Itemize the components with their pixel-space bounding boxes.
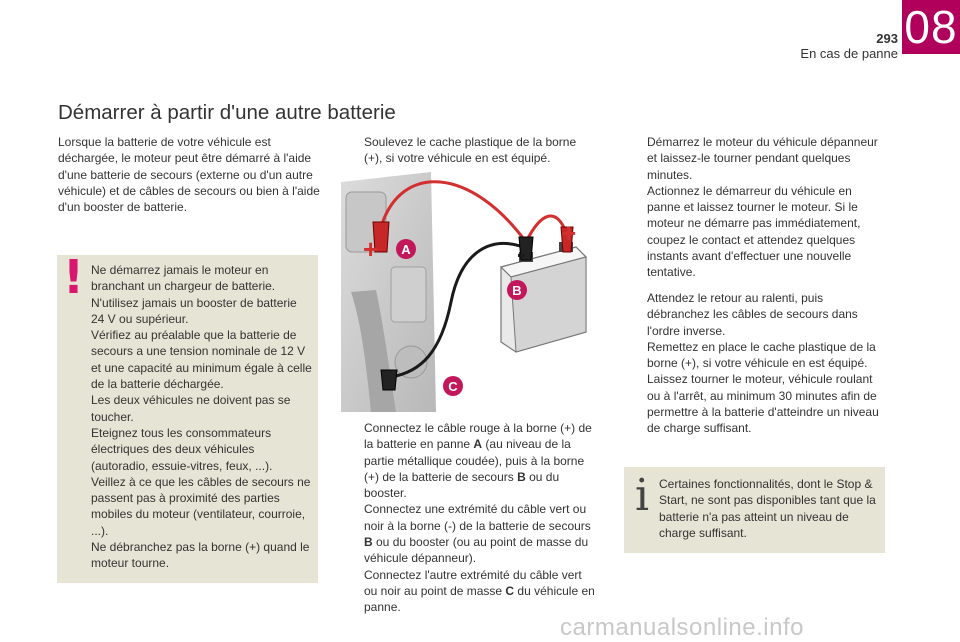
steps-col2-bottom xyxy=(341,420,596,616)
warning-line: Ne débranchez pas la borne (+) quand le moteur tourne. xyxy=(91,540,310,571)
clamp-c xyxy=(381,370,397,390)
marker-b xyxy=(507,280,527,300)
chapter-tab: 08 xyxy=(902,0,960,54)
steps-col2-top xyxy=(341,134,596,167)
engine-part xyxy=(391,267,426,322)
list-item xyxy=(341,134,596,167)
list-item xyxy=(624,290,879,339)
warning-icon: ! xyxy=(63,250,84,304)
svg-text:A: A xyxy=(401,242,411,257)
minus-sign: - xyxy=(517,238,526,268)
warning-line: Eteignez tous les consommateurs électriques des deux véhicules (autoradio, essuie-vitres, feux, ...). xyxy=(91,425,273,473)
plus-sign: + xyxy=(363,234,379,264)
marker-a xyxy=(396,239,416,259)
step-text: Attendez le retour au ralenti, puis débranchez les câbles de secours dans l'ordre inverse. xyxy=(647,291,858,338)
list-item: Connectez le câble rouge à la borne (+) de la batterie en panne A (au niveau de la partie métallique coudée), puis à la borne (+) de la batterie de secours B ou du booster. xyxy=(364,421,592,501)
intro-paragraph: Lorsque la batterie de votre véhicule est déchargée, le moteur peut être démarré à l'aide d'une batterie de secours (externe ou d'un autre véhicule) et de câbles de secours ou bien à l'aide d'un booster de batterie. xyxy=(58,135,320,215)
section-title: En cas de panne xyxy=(800,46,898,61)
step-text: Actionnez le démarreur du véhicule en panne et laissez tourner le moteur. Si le moteur ne démarre pas immédiatement, coupez le contact et attendez quelques instants avant d'effectuer une nouvelle tentative. xyxy=(647,183,861,280)
plus-sign: + xyxy=(561,218,577,248)
page-number: 293 xyxy=(876,31,898,46)
warning-line: Vérifiez au préalable que la batterie de secours a une tension nominale de 12 V et une capacité au minimum égale à celle de la batterie déchargée. xyxy=(91,328,312,392)
steps-col3-bottom xyxy=(624,290,879,437)
label-c: C xyxy=(505,583,515,598)
step-text: Remettez en place le cache plastique de la borne (+), si votre véhicule en est équipé. xyxy=(647,339,876,371)
warning-line: N'utilisez jamais un booster de batterie 24 V ou supérieur. xyxy=(91,295,297,326)
step-text: Démarrez le moteur du véhicule dépanneur et laissez-le tourner pendant quelques minutes. xyxy=(647,135,878,182)
jump-start-illustration xyxy=(341,172,591,412)
list-item: Connectez l'autre extrémité du câble vert ou noir au point de masse C du véhicule en panne. xyxy=(364,567,595,615)
step-text: Soulevez le cache plastique de la borne (+), si votre véhicule en est équipé. xyxy=(364,135,577,166)
list-item xyxy=(624,134,879,183)
marker-c xyxy=(443,376,463,396)
warning-line: Ne démarrez jamais le moteur en branchant un chargeur de batterie. xyxy=(91,263,276,294)
warning-line: Les deux véhicules ne doivent pas se toucher. xyxy=(91,393,291,424)
info-icon: i xyxy=(635,470,650,521)
svg-text:C: C xyxy=(448,379,458,394)
label-a: A xyxy=(473,437,483,452)
list-item xyxy=(624,339,879,372)
label-b: B xyxy=(364,535,373,550)
info-text: Certaines fonctionnalités, dont le Stop & Start, ne sont pas disponibles tant que la batterie n'a pas atteint un niveau de charge suffisant. xyxy=(659,477,876,540)
watermark: carmanualsonline.info xyxy=(560,614,804,641)
list-item xyxy=(624,183,879,281)
page-title: Démarrer à partir d'une autre batterie xyxy=(58,101,396,124)
steps-col3-top xyxy=(624,134,879,281)
list-item: Connectez une extrémité du câble vert ou noir à la borne (-) de la batterie de secours B ou du booster (ou au point de masse du véhicule dépanneur). xyxy=(364,502,591,566)
warning-text xyxy=(91,262,313,572)
label-b: B xyxy=(517,469,526,484)
list-item xyxy=(624,371,879,436)
warning-line: Veillez à ce que les câbles de secours ne passent pas à proximité des parties mobiles du moteur (ventilateur, courroie, ...). xyxy=(91,474,311,538)
step-text: Laissez tourner le moteur, véhicule roulant ou à l'arrêt, au minimum 30 minutes afin de permettre à la batterie d'atteindre un niveau de charge suffisant. xyxy=(647,372,879,436)
svg-text:B: B xyxy=(512,283,522,298)
